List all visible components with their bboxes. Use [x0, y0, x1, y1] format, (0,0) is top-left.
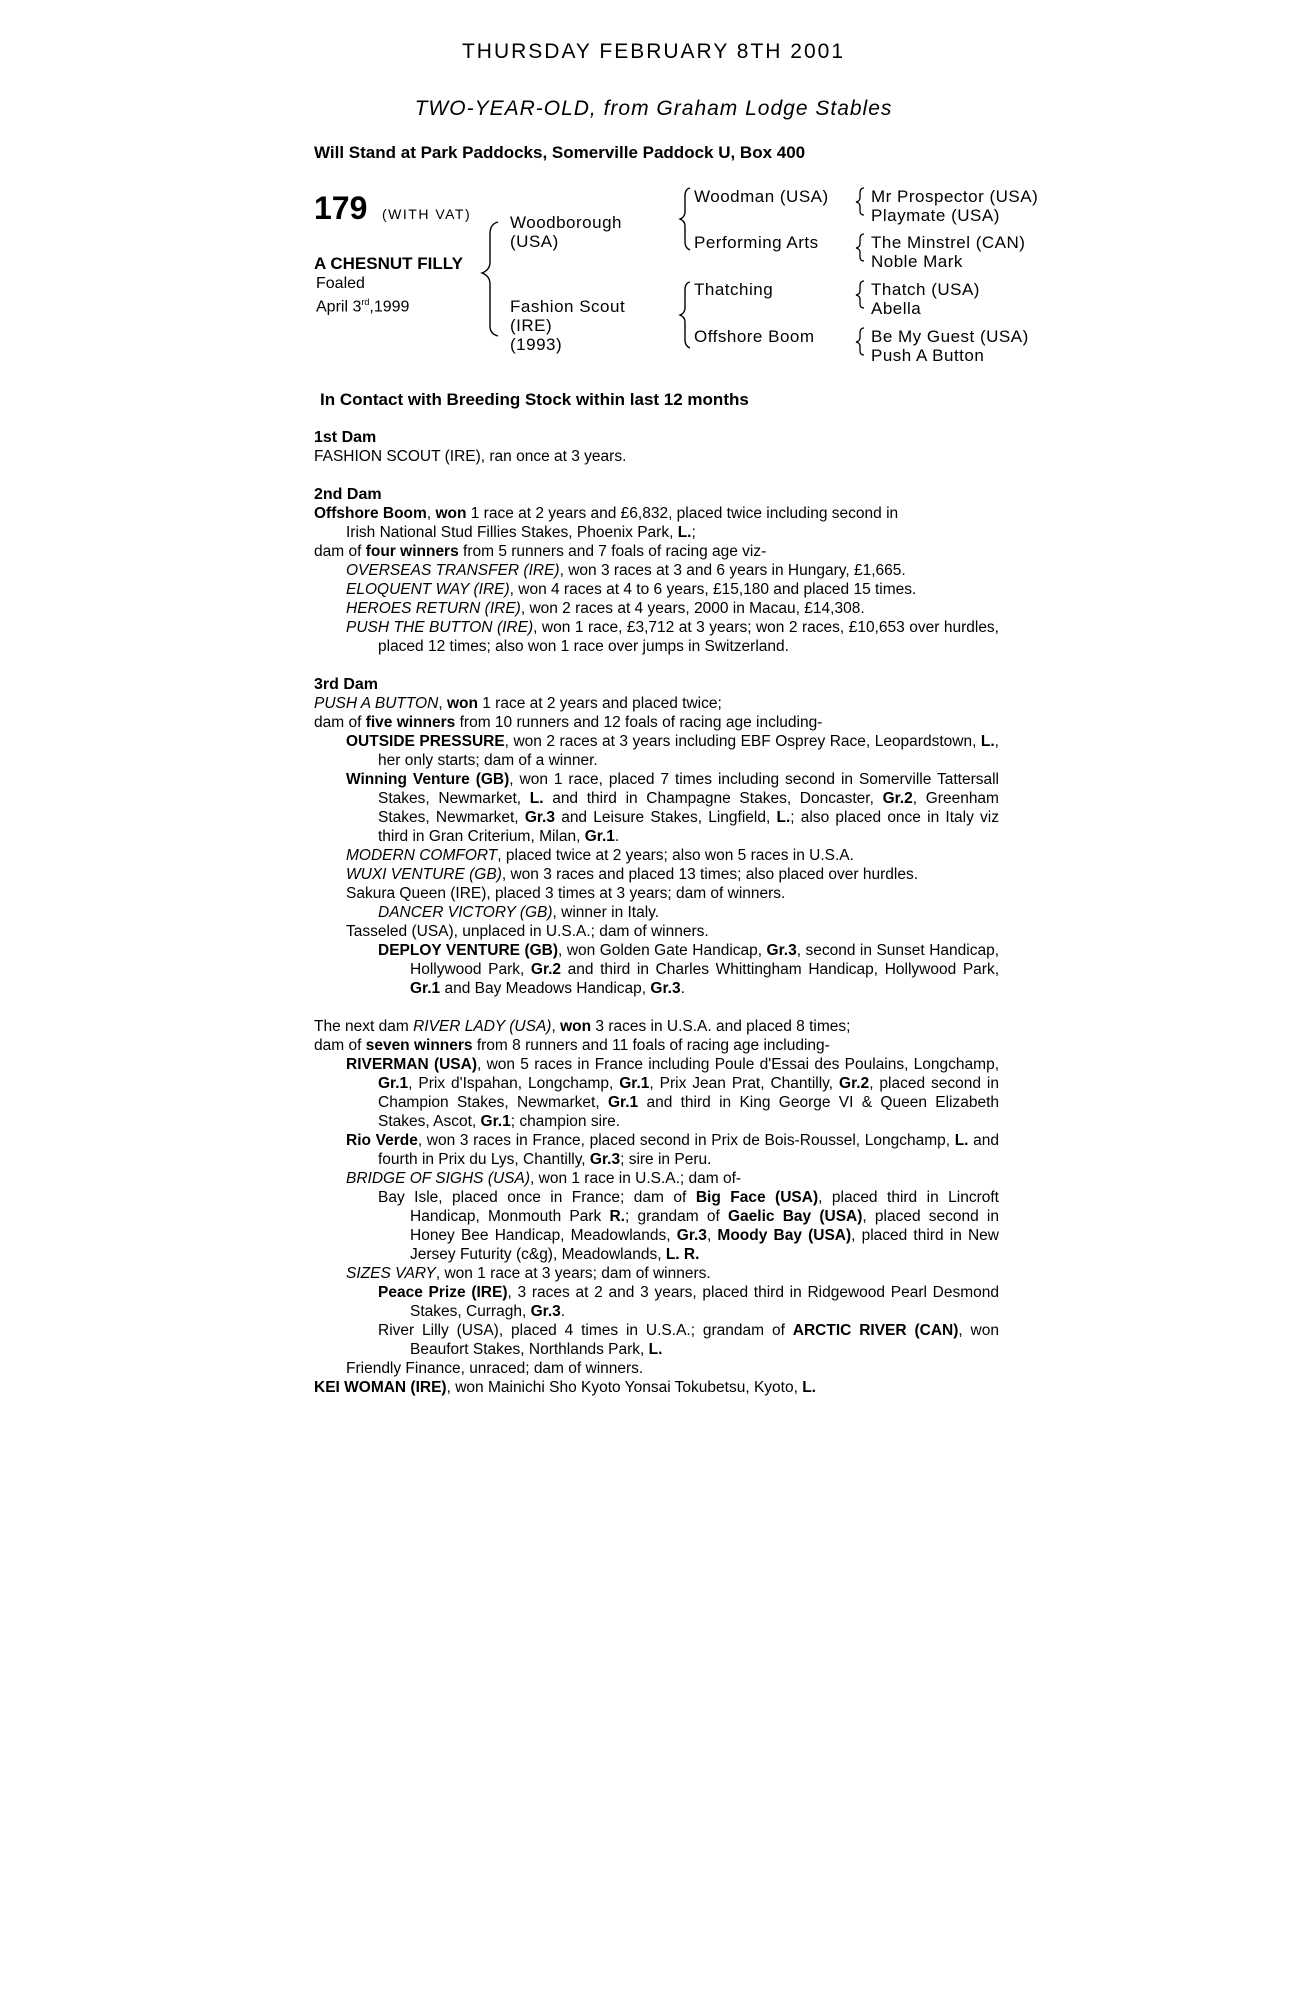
progeny-text: , won Beaufort Stakes, Northlands Park, — [410, 1322, 999, 1358]
won-label: won — [446, 695, 478, 712]
foaled-date-text: April 3 — [316, 298, 362, 316]
grand-progeny-entry — [314, 1188, 999, 1264]
progeny-text: , winner in Italy. — [552, 904, 660, 921]
race-grade: Gr.2 — [882, 790, 913, 807]
progeny-text: , won 1 race at 3 years; dam of winners. — [435, 1265, 711, 1282]
progeny-name: MODERN COMFORT — [346, 847, 498, 864]
progeny-text: , won 5 races in France including Poule d'Essai des Poulains, Longchamp, — [477, 1056, 999, 1073]
progeny-text: , — [706, 1227, 718, 1244]
dam2-text: from 5 runners and 7 foals of racing age viz- — [458, 543, 767, 560]
progeny-text: , won 3 races at 3 and 6 years in Hungary, £1,665. — [559, 562, 906, 579]
progeny-text: , second in Sunset Handicap, Hollywood Park, — [410, 942, 999, 978]
pedigree-dam — [510, 297, 625, 354]
pedigree-g3-name: Noble Mark — [871, 252, 963, 271]
winners-count: seven winners — [365, 1037, 473, 1054]
dam1-heading: 1st Dam — [314, 429, 377, 446]
pedigree-sire-sire: Woodman (USA) — [694, 187, 829, 206]
pedigree-g3-name: Be My Guest (USA) — [871, 327, 1029, 346]
lot-title: A CHESNUT FILLY — [314, 254, 463, 273]
dam2-line — [314, 542, 999, 561]
contact-note: In Contact with Breeding Stock within last 12 months — [320, 390, 749, 409]
dam4-text: dam of — [314, 1037, 366, 1054]
lot-number: 179 — [314, 190, 368, 226]
grand-progeny-entry — [314, 941, 999, 998]
pedigree-g3-name: Mr Prospector (USA) — [871, 187, 1039, 206]
progeny-name: Gaelic Bay (USA) — [727, 1208, 863, 1225]
progeny-name: KEI WOMAN (IRE) — [314, 1379, 447, 1396]
race-grade: R. — [609, 1208, 625, 1225]
progeny-name: ARCTIC RIVER (CAN) — [792, 1322, 959, 1339]
dam3-heading: 3rd Dam — [314, 676, 379, 693]
progeny-name: RIVERMAN (USA) — [346, 1056, 477, 1073]
progeny-text: , won 3 races and placed 13 times; also placed over hurdles. — [501, 866, 919, 883]
progeny-text: , Prix d'Ispahan, Longchamp, — [408, 1075, 620, 1092]
won-label: won — [560, 1018, 592, 1035]
dam2-heading: 2nd Dam — [314, 486, 382, 503]
progeny-name: Rio Verde — [346, 1132, 418, 1149]
race-grade: Gr.3 — [530, 1303, 561, 1320]
progeny-text: ; champion sire. — [510, 1113, 621, 1130]
progeny-entry — [314, 865, 999, 884]
pedigree-brace-main — [478, 210, 510, 340]
race-grade: Gr.3 — [589, 1151, 621, 1168]
winners-count: four winners — [365, 543, 459, 560]
pedigree-g3-group-3 — [871, 280, 980, 318]
catalogue-body — [314, 428, 999, 1397]
progeny-text: , placed twice at 2 years; also won 5 races in U.S.A. — [497, 847, 854, 864]
pedigree-sire-country: (USA) — [510, 232, 559, 251]
progeny-text: ; sire in Peru. — [620, 1151, 712, 1168]
dam2-text: 1 race at 2 years and £6,832, placed twice including second in — [466, 505, 899, 522]
vat-label: (WITH VAT) — [382, 206, 472, 222]
progeny-text: , won 1 race, £3,712 at 3 years; won 2 races, £10,653 over hurdles, placed 12 times; also won 1 race over jumps in Switzerland. — [378, 619, 999, 655]
race-grade: Gr.3 — [676, 1227, 707, 1244]
pedigree-sire — [510, 213, 622, 251]
progeny-entry: Tasseled (USA), unplaced in U.S.A.; dam of winners. — [346, 923, 709, 940]
race-grade: L. — [529, 790, 544, 807]
pedigree-brace-sire — [676, 184, 696, 252]
pedigree-g3-name: Playmate (USA) — [871, 206, 1000, 225]
progeny-entry: Sakura Queen (IRE), placed 3 times at 3 years; dam of winners. — [346, 885, 786, 902]
progeny-text: and fourth in Prix du Lys, Chantilly, — [378, 1132, 999, 1168]
race-grade: Gr.1 — [378, 1075, 409, 1092]
progeny-entry — [314, 1055, 999, 1131]
won-label: won — [435, 505, 467, 522]
pedigree-g3-name: Thatch (USA) — [871, 280, 980, 299]
pedigree-brace-dam — [676, 278, 696, 350]
race-grade: Gr.2 — [530, 961, 562, 978]
progeny-text: , won Golden Gate Handicap, — [558, 942, 767, 959]
race-grade: L. R. — [665, 1246, 700, 1263]
pedigree-dam-sire: Thatching — [694, 280, 774, 299]
progeny-name: BRIDGE OF SIGHS (USA) — [346, 1170, 531, 1187]
progeny-name: OUTSIDE PRESSURE — [346, 733, 505, 750]
pedigree-sire-dam: Performing Arts — [694, 233, 819, 252]
pedigree-brace-g3-3 — [852, 277, 868, 311]
dam4-name: RIVER LADY (USA) — [413, 1018, 552, 1035]
progeny-name: SIZES VARY — [346, 1265, 436, 1282]
grand-progeny-entry — [314, 1321, 999, 1359]
progeny-entry — [314, 1131, 999, 1169]
pedigree-brace-g3-4 — [852, 324, 868, 358]
progeny-entry — [314, 732, 999, 770]
progeny-text: , placed second in Champion Stakes, Newmarket, — [378, 1075, 999, 1111]
dam3-text: 1 race at 2 years and placed twice; — [477, 695, 722, 712]
pedigree-g3-name: Abella — [871, 299, 922, 318]
progeny-text: and third in Champagne Stakes, Doncaster, — [543, 790, 883, 807]
dam2-text: ; — [691, 524, 696, 541]
pedigree-dam-dam: Offshore Boom — [694, 327, 815, 346]
progeny-text: and third in Charles Whittingham Handicap, Hollywood Park, — [561, 961, 999, 978]
dam3-text: dam of — [314, 714, 366, 731]
progeny-text: , Greenham Stakes, Newmarket, — [378, 790, 999, 826]
progeny-entry: Friendly Finance, unraced; dam of winners. — [346, 1360, 644, 1377]
progeny-entry — [314, 770, 999, 846]
pedigree-g3-group-2 — [871, 233, 1025, 271]
progeny-text: , placed third in Lincroft Handicap, Monmouth Park — [410, 1189, 999, 1225]
dam2-line — [314, 523, 999, 542]
progeny-name: HEROES RETURN (IRE) — [346, 600, 521, 617]
dam2-text: dam of — [314, 543, 366, 560]
dam2-line: Offshore Boom, won 1 race at 2 years and £6,832, placed twice including second in — [314, 505, 899, 522]
progeny-entry — [314, 846, 999, 865]
progeny-text: , placed third in New Jersey Futurity (c&g), Meadowlands, — [410, 1227, 999, 1263]
progeny-name: OVERSEAS TRANSFER (IRE) — [346, 562, 560, 579]
race-grade: Gr.3 — [524, 809, 555, 826]
progeny-text: ; grandam of — [624, 1208, 728, 1225]
race-grade: L. — [802, 1379, 816, 1396]
progeny-text: . — [614, 828, 620, 845]
pedigree-dam-country: (IRE) — [510, 316, 553, 335]
progeny-text: . — [560, 1303, 566, 1320]
progeny-name: WUXI VENTURE (GB) — [346, 866, 502, 883]
progeny-text: , placed second in Honey Bee Handicap, Meadowlands, — [410, 1208, 999, 1244]
foaled-date-sup: rd — [361, 297, 370, 307]
grand-progeny-entry — [314, 1283, 999, 1321]
progeny-text: , won 3 races in France, placed second in Prix de Bois-Roussel, Longchamp, — [417, 1132, 955, 1149]
progeny-text: and Leisure Stakes, Lingfield, — [554, 809, 777, 826]
progeny-text: , won 2 races at 4 years, 2000 in Macau, £14,308. — [520, 600, 865, 617]
progeny-text: and Bay Meadows Handicap, — [440, 980, 651, 997]
race-grade: L. — [776, 809, 791, 826]
race-grade: Gr.3 — [650, 980, 681, 997]
pedigree-g3-group-4 — [871, 327, 1029, 365]
race-grade: L. — [648, 1341, 663, 1358]
foaled-info — [316, 274, 409, 316]
progeny-text: . — [680, 980, 685, 997]
progeny-text: ; also placed once in Italy viz third in Gran Criterium, Milan, — [378, 809, 999, 845]
race-grade: L. — [677, 524, 692, 541]
progeny-text: , Prix Jean Prat, Chantilly, — [649, 1075, 840, 1092]
dam3-line: PUSH A BUTTON, won 1 race at 2 years and placed twice; — [314, 695, 722, 712]
pedigree-sire-name: Woodborough — [510, 213, 622, 232]
stand-location: Will Stand at Park Paddocks, Somerville Paddock U, Box 400 — [314, 143, 806, 162]
race-grade: Gr.1 — [607, 1094, 639, 1111]
dam3-name: PUSH A BUTTON — [314, 695, 439, 712]
grand-progeny-entry — [314, 903, 999, 922]
race-grade: Gr.3 — [766, 942, 797, 959]
progeny-name: PUSH THE BUTTON (IRE) — [346, 619, 534, 636]
pedigree-brace-g3-2 — [852, 230, 868, 264]
progeny-entry — [314, 561, 999, 580]
pedigree-dam-year: (1993) — [510, 335, 563, 354]
dam1-text: FASHION SCOUT (IRE), ran once at 3 years. — [314, 448, 627, 465]
progeny-text: , won 1 race in U.S.A.; dam of- — [530, 1170, 742, 1187]
dam3-text: from 10 runners and 12 foals of racing age including- — [455, 714, 823, 731]
dam4-line — [314, 1017, 999, 1036]
progeny-name: DANCER VICTORY (GB) — [378, 904, 553, 921]
race-grade: Gr.2 — [839, 1075, 870, 1092]
race-grade: Gr.1 — [410, 980, 441, 997]
progeny-entry — [314, 1169, 999, 1188]
foaled-date — [316, 293, 409, 316]
pedigree-g3-name: The Minstrel (CAN) — [871, 233, 1026, 252]
progeny-text: Bay Isle, placed once in France; dam of — [378, 1189, 696, 1206]
subtitle: TWO-YEAR-OLD, from Graham Lodge Stables — [414, 97, 893, 120]
dam4-line — [314, 1036, 999, 1055]
sale-date: THURSDAY FEBRUARY 8TH 2001 — [461, 40, 846, 63]
dam3-line — [314, 713, 999, 732]
progeny-text: , won 4 races at 4 to 6 years, £15,180 and placed 15 times. — [509, 581, 917, 598]
pedigree-brace-g3-1 — [852, 184, 868, 218]
foaled-date-year: ,1999 — [369, 298, 410, 316]
progeny-text: , won 1 race, placed 7 times including second in Somerville Tattersall Stakes, Newmarket, — [378, 771, 999, 807]
progeny-text: River Lilly (USA), placed 4 times in U.S.A.; grandam of — [378, 1322, 793, 1339]
progeny-text: , her only starts; dam of a winner. — [378, 733, 999, 769]
race-grade: Gr.1 — [480, 1113, 511, 1130]
progeny-name: Big Face (USA) — [695, 1189, 819, 1206]
progeny-entry — [314, 1264, 999, 1283]
foaled-label: Foaled — [316, 275, 365, 292]
progeny-entry — [314, 599, 999, 618]
dam2-name: Offshore Boom — [314, 505, 427, 522]
race-grade: Gr.1 — [619, 1075, 650, 1092]
progeny-entry — [314, 580, 999, 599]
progeny-text: , 3 races at 2 and 3 years, placed third in Ridgewood Pearl Desmond Stakes, Curragh, — [410, 1284, 999, 1320]
winners-count: five winners — [365, 714, 456, 731]
progeny-text: , won 2 races at 3 years including EBF Osprey Race, Leopardstown, — [504, 733, 981, 750]
dam4-text: , — [551, 1018, 561, 1035]
dam4-text: from 8 runners and 11 foals of racing age including- — [472, 1037, 830, 1054]
race-grade: L. — [980, 733, 995, 750]
progeny-text: , won Mainichi Sho Kyoto Yonsai Tokubetsu, Kyoto, — [446, 1379, 803, 1396]
pedigree-dam-name: Fashion Scout — [510, 297, 626, 316]
race-grade: L. — [954, 1132, 969, 1149]
progeny-text: and third in King George VI & Queen Elizabeth Stakes, Ascot, — [378, 1094, 1000, 1130]
progeny-name: ELOQUENT WAY (IRE) — [346, 581, 510, 598]
dam4-text: 3 races in U.S.A. and placed 8 times; — [591, 1018, 851, 1035]
pedigree-g3-group-1 — [871, 187, 1038, 225]
dam2-text: Irish National Stud Fillies Stakes, Phoenix Park, — [346, 524, 678, 541]
race-grade: Gr.1 — [584, 828, 615, 845]
pedigree-g3-name: Push A Button — [871, 346, 985, 365]
progeny-name: Winning Venture (GB) — [346, 771, 510, 788]
progeny-entry — [314, 618, 999, 656]
progeny-name: Moody Bay (USA) — [717, 1227, 852, 1244]
progeny-name: DEPLOY VENTURE (GB) — [378, 942, 559, 959]
progeny-entry — [314, 1378, 999, 1397]
dam4-text: The next dam — [314, 1018, 414, 1035]
progeny-name: Peace Prize (IRE) — [378, 1284, 508, 1301]
